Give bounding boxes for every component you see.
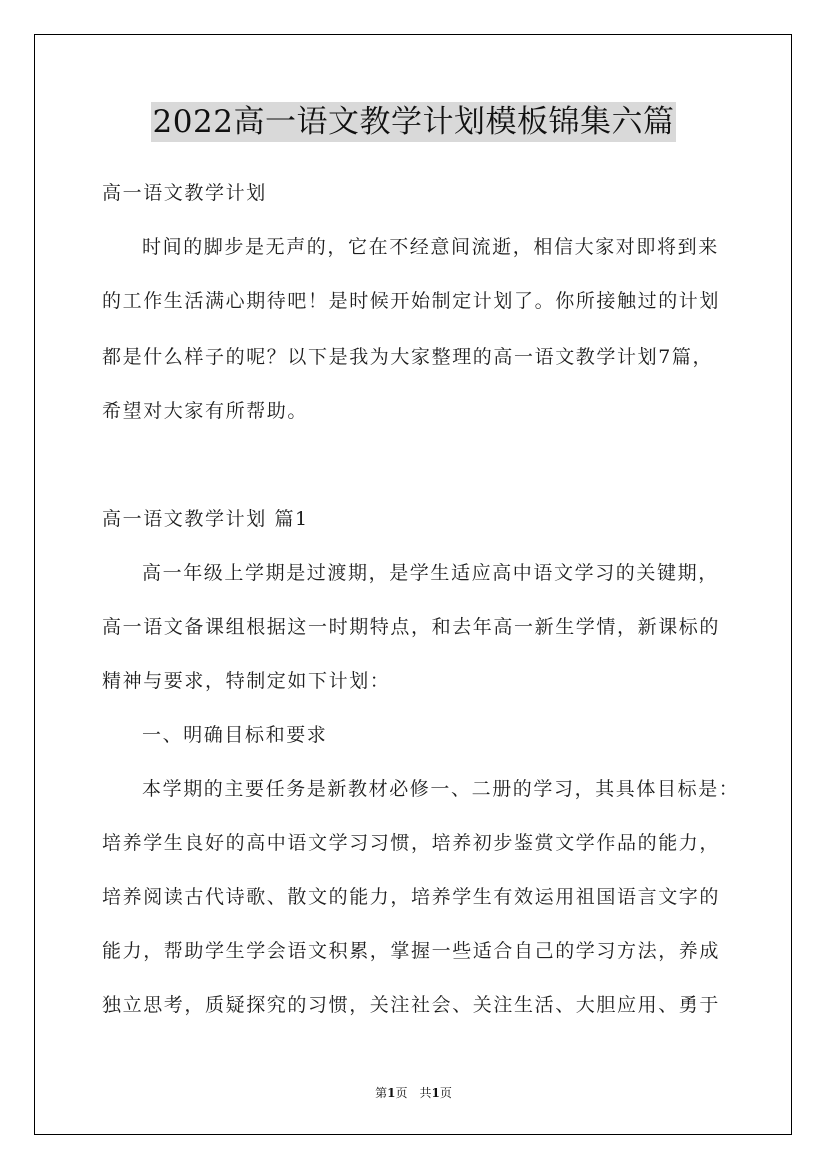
section-heading: 高一语文教学计划: [102, 182, 267, 204]
paragraph-line: 希望对大家有所帮助。: [102, 400, 309, 422]
footer-page-current: 1: [387, 1086, 396, 1100]
paragraph-line: 时间的脚步是无声的，它在不经意间流逝，相信大家对即将到来: [142, 236, 719, 258]
footer-prefix: 第: [375, 1086, 388, 1100]
paragraph-line: 能力，帮助学生学会语文积累，掌握一些适合自己的学习方法，养成: [102, 940, 721, 962]
paragraph-line: 本学期的主要任务是新教材必修一、二册的学习，其具体目标是：: [142, 778, 740, 800]
footer-page-total: 1: [431, 1086, 440, 1100]
document-title: 2022高一语文教学计划模板锦集六篇: [152, 104, 675, 140]
paragraph-line: 高一语文备课组根据这一时期特点，和去年高一新生学情，新课标的: [102, 616, 721, 638]
footer-suffix: 页: [439, 1086, 452, 1100]
paragraph-line: 培养学生良好的高中语文学习习惯，培养初步鉴赏文学作品的能力，: [102, 832, 721, 854]
paragraph-line: 培养阅读古代诗歌、散文的能力，培养学生有效运用祖国语言文字的: [102, 886, 721, 908]
footer-mid: 页 共: [395, 1086, 432, 1100]
paragraph-line: 独立思考，质疑探究的习惯，关注社会、关注生活、大胆应用、勇于: [102, 994, 721, 1016]
section-heading: 高一语文教学计划 篇1: [102, 508, 309, 530]
paragraph-line: 都是什么样子的呢？以下是我为大家整理的高一语文教学计划7篇，: [102, 346, 714, 368]
page-footer: [0, 1085, 827, 1101]
paragraph-line: 的工作生活满心期待吧！是时候开始制定计划了。你所接触过的计划: [102, 290, 721, 312]
title-container: [0, 102, 827, 142]
paragraph-line: 高一年级上学期是过渡期，是学生适应高中语文学习的关键期，: [142, 562, 719, 584]
subsection-heading: 一、明确目标和要求: [142, 724, 328, 746]
paragraph-line: 精神与要求，特制定如下计划：: [102, 670, 391, 692]
